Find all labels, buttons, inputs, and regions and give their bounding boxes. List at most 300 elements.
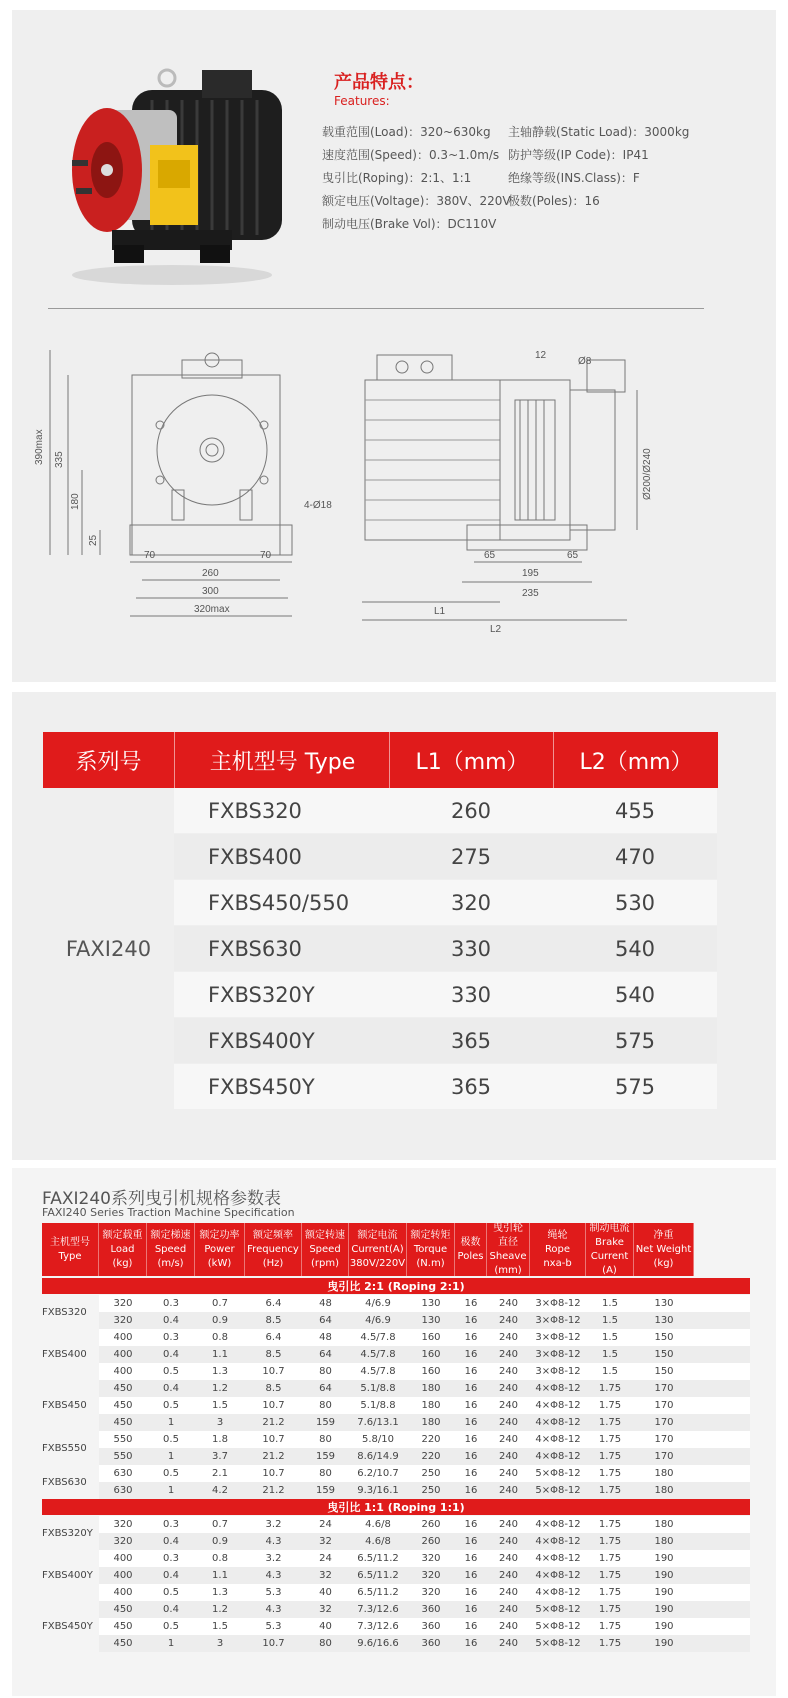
spec-cell: 6.5/11.2 (357, 1587, 399, 1598)
dimension-table-panel (12, 692, 776, 1160)
spec-title: FAXI240系列曳引机规格参数表 (42, 1189, 281, 1209)
l2-cell: 470 (614, 844, 656, 869)
spec-cell: 160 (421, 1366, 441, 1377)
spec-cell: 550 (113, 1434, 133, 1445)
dim-d200-d240: Ø200/Ø240 (642, 448, 653, 500)
model-cell: FXBS320Y (42, 1516, 99, 1550)
spec-cell: 190 (654, 1604, 674, 1615)
spec-cell: 150 (654, 1332, 674, 1343)
feature-roping: 曳引比(Roping)：2:1、1:1 (322, 171, 472, 185)
spec-cell: 240 (498, 1451, 519, 1462)
spec-cell: 1.5 (602, 1332, 618, 1343)
spec-cell: 1.75 (598, 1587, 622, 1598)
spec-cell: 1.8 (212, 1434, 228, 1445)
l1-cell: 320 (450, 890, 492, 915)
spec-cell: 48 (319, 1298, 332, 1309)
type-cell: FXBS630 (208, 936, 302, 961)
spec-row (99, 1584, 750, 1601)
features-title: 产品特点： (334, 72, 424, 93)
spec-cell: 4×Φ8-12 (535, 1570, 581, 1581)
spec-row (99, 1363, 750, 1380)
l1-cell: 260 (450, 798, 492, 823)
header-l1: L1（mm） (389, 732, 554, 788)
spec-cell: 16 (464, 1468, 478, 1479)
spec-cell: 320 (113, 1536, 133, 1547)
dim-l1: L1 (434, 606, 446, 617)
dim-70-left: 70 (144, 550, 156, 561)
model-cell: FXBS400 (42, 1329, 99, 1380)
spec-cell: 21.2 (262, 1485, 285, 1496)
spec-cell: 3.2 (265, 1553, 282, 1564)
spec-cell: 0.9 (212, 1315, 228, 1326)
spec-cell: 0.9 (212, 1536, 228, 1547)
l1-cell: 275 (450, 844, 492, 869)
spec-cell: 1.75 (598, 1451, 622, 1462)
spec-cell: 240 (498, 1332, 519, 1343)
spec-cell: 16 (464, 1400, 478, 1411)
spec-cell: 4×Φ8-12 (535, 1383, 581, 1394)
feature-voltage: 额定电压(Voltage)：380V、220V (322, 194, 511, 208)
spec-cell: 4.3 (265, 1604, 282, 1615)
spec-cell: 16 (464, 1383, 478, 1394)
divider (48, 308, 704, 309)
spec-cell: 0.5 (163, 1434, 179, 1445)
spec-cell: 5×Φ8-12 (535, 1621, 581, 1632)
feature-ip-code: 防护等级(IP Code)：IP41 (508, 148, 649, 162)
spec-cell: 16 (464, 1553, 478, 1564)
spec-cell: 8.5 (265, 1349, 282, 1360)
type-cell: FXBS400Y (208, 1028, 315, 1053)
spec-cell: 220 (421, 1434, 441, 1445)
spec-cell: 2.1 (212, 1468, 228, 1479)
spec-cell: 16 (464, 1536, 478, 1547)
l1-cell: 365 (450, 1028, 492, 1053)
spec-cell: 1 (167, 1485, 175, 1496)
spec-cell: 16 (464, 1315, 478, 1326)
table-row (174, 1064, 717, 1109)
series-cell: FAXI240 (43, 788, 174, 1110)
spec-header: 额定频率 Frequency (Hz) (245, 1223, 302, 1276)
spec-cell: 130 (421, 1298, 441, 1309)
spec-row (99, 1431, 750, 1448)
spec-cell: 0.4 (163, 1349, 179, 1360)
spec-cell: 1.75 (598, 1638, 622, 1649)
spec-cell: 1.2 (212, 1383, 228, 1394)
spec-cell: 80 (319, 1468, 332, 1479)
spec-cell: 16 (464, 1604, 478, 1615)
spec-cell: 170 (654, 1383, 674, 1394)
spec-cell: 450 (113, 1604, 133, 1615)
spec-cell: 0.4 (163, 1383, 179, 1394)
spec-cell: 48 (319, 1332, 332, 1343)
spec-cell: 4×Φ8-12 (535, 1587, 581, 1598)
spec-row (99, 1295, 750, 1312)
spec-cell: 170 (654, 1400, 674, 1411)
spec-cell: 4×Φ8-12 (535, 1417, 581, 1428)
spec-cell: 130 (421, 1315, 441, 1326)
spec-header: 制动电流 Brake Current (A) (586, 1223, 634, 1276)
spec-cell: 1.75 (598, 1417, 622, 1428)
model-cell: FXBS630 (42, 1465, 99, 1499)
features-subtitle: Features: (334, 94, 390, 108)
spec-cell: 180 (654, 1468, 674, 1479)
spec-cell: 1 (167, 1451, 175, 1462)
spec-cell: 8.6/14.9 (357, 1451, 399, 1462)
table-row (174, 788, 717, 833)
spec-cell: 5×Φ8-12 (535, 1604, 581, 1615)
dim-d8: Ø8 (578, 356, 592, 367)
dim-70-right: 70 (260, 550, 272, 561)
spec-cell: 1.75 (598, 1434, 622, 1445)
spec-row (99, 1618, 750, 1635)
spec-cell: 16 (464, 1451, 478, 1462)
spec-cell: 6.5/11.2 (357, 1553, 399, 1564)
spec-cell: 16 (464, 1638, 478, 1649)
model-cell: FXBS450Y (42, 1601, 99, 1652)
spec-cell: 130 (654, 1315, 674, 1326)
spec-cell: 1.75 (598, 1553, 622, 1564)
spec-cell: 7.3/12.6 (357, 1621, 399, 1632)
spec-cell: 6.5/11.2 (357, 1570, 399, 1581)
spec-cell: 4.2 (212, 1485, 228, 1496)
l1-cell: 365 (450, 1074, 492, 1099)
spec-cell: 24 (319, 1553, 332, 1564)
spec-cell: 16 (464, 1519, 478, 1530)
spec-header: 极数 Poles (455, 1223, 487, 1276)
spec-cell: 3×Φ8-12 (535, 1298, 581, 1309)
spec-cell: 4×Φ8-12 (535, 1536, 581, 1547)
spec-header: 曳引轮 直径 Sheave (mm) (487, 1223, 530, 1276)
spec-cell: 400 (113, 1553, 133, 1564)
spec-cell: 3.2 (265, 1519, 282, 1530)
spec-cell: 21.2 (262, 1451, 285, 1462)
l2-cell: 455 (614, 798, 656, 823)
spec-cell: 7.6/13.1 (357, 1417, 399, 1428)
spec-cell: 5.3 (265, 1621, 282, 1632)
spec-cell: 130 (654, 1298, 674, 1309)
spec-cell: 9.6/16.6 (357, 1638, 399, 1649)
spec-cell: 0.3 (163, 1553, 179, 1564)
spec-row (99, 1635, 750, 1652)
spec-cell: 4.6/8 (365, 1519, 391, 1530)
spec-header: 绳轮 Rope nxa-b (530, 1223, 586, 1276)
spec-cell: 4.6/8 (365, 1536, 391, 1547)
spec-cell: 16 (464, 1298, 478, 1309)
spec-cell: 240 (498, 1383, 519, 1394)
spec-cell: 190 (654, 1638, 674, 1649)
spec-cell: 64 (319, 1383, 332, 1394)
spec-cell: 0.8 (212, 1332, 228, 1343)
dim-65-left: 65 (484, 550, 496, 561)
type-cell: FXBS320 (208, 798, 302, 823)
spec-cell: 40 (319, 1621, 332, 1632)
spec-cell: 80 (319, 1434, 332, 1445)
table-row (174, 1018, 717, 1063)
spec-cell: 159 (315, 1485, 336, 1496)
spec-cell: 260 (421, 1536, 441, 1547)
spec-cell: 40 (319, 1587, 332, 1598)
spec-cell: 1.75 (598, 1536, 622, 1547)
spec-cell: 240 (498, 1468, 519, 1479)
spec-cell: 180 (654, 1536, 674, 1547)
spec-cell: 170 (654, 1417, 674, 1428)
model-cell: FXBS450 (42, 1380, 99, 1431)
spec-cell: 240 (498, 1417, 519, 1428)
spec-cell: 550 (113, 1451, 133, 1462)
spec-cell: 3×Φ8-12 (535, 1366, 581, 1377)
spec-cell: 240 (498, 1519, 519, 1530)
spec-cell: 1.75 (598, 1485, 622, 1496)
spec-cell: 10.7 (262, 1468, 285, 1479)
spec-cell: 0.8 (212, 1553, 228, 1564)
spec-cell: 24 (319, 1519, 332, 1530)
spec-cell: 450 (113, 1400, 133, 1411)
spec-cell: 450 (113, 1621, 133, 1632)
feature-load: 载重范围(Load)：320~630kg (322, 125, 491, 139)
spec-cell: 240 (498, 1400, 519, 1411)
spec-row (99, 1380, 750, 1397)
spec-cell: 80 (319, 1638, 332, 1649)
spec-cell: 360 (421, 1604, 441, 1615)
spec-cell: 3 (216, 1638, 224, 1649)
spec-cell: 240 (498, 1434, 519, 1445)
spec-cell: 0.4 (163, 1536, 179, 1547)
spec-cell: 80 (319, 1366, 332, 1377)
dim-12: 12 (535, 350, 547, 361)
spec-cell: 0.5 (163, 1468, 179, 1479)
spec-row (99, 1482, 750, 1499)
spec-cell: 80 (319, 1400, 332, 1411)
spec-subtitle: FAXI240 Series Traction Machine Specification (42, 1206, 295, 1219)
spec-header: 主机型号 Type (42, 1223, 99, 1276)
table-row (174, 926, 717, 971)
spec-cell: 320 (421, 1570, 441, 1581)
spec-cell: 190 (654, 1553, 674, 1564)
spec-cell: 190 (654, 1621, 674, 1632)
spec-cell: 1.75 (598, 1604, 622, 1615)
spec-cell: 5×Φ8-12 (535, 1485, 581, 1496)
spec-cell: 32 (319, 1570, 332, 1581)
spec-cell: 5×Φ8-12 (535, 1468, 581, 1479)
spec-cell: 159 (315, 1451, 336, 1462)
spec-cell: 5.1/8.8 (360, 1383, 396, 1394)
spec-row (99, 1397, 750, 1414)
dim-235: 235 (522, 588, 539, 599)
spec-cell: 4×Φ8-12 (535, 1434, 581, 1445)
spec-panel (12, 1168, 776, 1696)
spec-row (99, 1533, 750, 1550)
spec-cell: 250 (421, 1485, 441, 1496)
spec-cell: 1.5 (602, 1366, 618, 1377)
spec-cell: 16 (464, 1417, 478, 1428)
spec-cell: 3.7 (212, 1451, 228, 1462)
spec-cell: 0.5 (163, 1621, 179, 1632)
spec-header: 额定转速 Speed (rpm) (302, 1223, 349, 1276)
dim-320max: 320max (194, 604, 230, 615)
l2-cell: 540 (614, 982, 656, 1007)
spec-cell: 180 (421, 1400, 441, 1411)
spec-cell: 4×Φ8-12 (535, 1553, 581, 1564)
spec-cell: 0.4 (163, 1570, 179, 1581)
spec-cell: 190 (654, 1587, 674, 1598)
spec-cell: 240 (498, 1485, 519, 1496)
spec-cell: 32 (319, 1536, 332, 1547)
spec-cell: 10.7 (262, 1638, 285, 1649)
spec-cell: 32 (319, 1604, 332, 1615)
spec-header: 额定功率 Power (kW) (195, 1223, 245, 1276)
spec-cell: 1.3 (212, 1366, 228, 1377)
table-row (174, 834, 717, 879)
spec-cell: 21.2 (262, 1417, 285, 1428)
spec-cell: 450 (113, 1638, 133, 1649)
dim-180: 180 (70, 493, 81, 510)
spec-row (99, 1465, 750, 1482)
spec-cell: 1 (167, 1638, 175, 1649)
spec-cell: 6.4 (265, 1332, 282, 1343)
spec-cell: 16 (464, 1570, 478, 1581)
spec-cell: 180 (421, 1383, 441, 1394)
l2-cell: 575 (614, 1028, 656, 1053)
spec-cell: 6.2/10.7 (357, 1468, 399, 1479)
spec-cell: 1.75 (598, 1570, 622, 1581)
spec-cell: 400 (113, 1332, 133, 1343)
dim-25: 25 (88, 534, 99, 546)
spec-cell: 400 (113, 1570, 133, 1581)
spec-cell: 4.3 (265, 1536, 282, 1547)
spec-cell: 1.75 (598, 1519, 622, 1530)
spec-cell: 5.1/8.8 (360, 1400, 396, 1411)
spec-cell: 9.3/16.1 (357, 1485, 399, 1496)
spec-cell: 16 (464, 1621, 478, 1632)
spec-cell: 4×Φ8-12 (535, 1451, 581, 1462)
spec-cell: 16 (464, 1485, 478, 1496)
spec-cell: 1.5 (602, 1298, 618, 1309)
spec-cell: 240 (498, 1315, 519, 1326)
traction-machine-image (52, 50, 292, 290)
spec-cell: 1.5 (212, 1621, 228, 1632)
spec-row (99, 1329, 750, 1346)
spec-cell: 630 (113, 1485, 133, 1496)
spec-cell: 240 (498, 1553, 519, 1564)
model-cell: FXBS550 (42, 1431, 99, 1465)
l1-cell: 330 (450, 982, 492, 1007)
spec-cell: 320 (113, 1519, 133, 1530)
spec-cell: 240 (498, 1298, 519, 1309)
model-cell: FXBS400Y (42, 1550, 99, 1601)
spec-cell: 240 (498, 1366, 519, 1377)
spec-header: 额定电流 Current(A) 380V/220V (349, 1223, 407, 1276)
spec-cell: 320 (113, 1298, 133, 1309)
type-cell: FXBS320Y (208, 982, 315, 1007)
spec-cell: 1.1 (212, 1570, 228, 1581)
spec-cell: 1.2 (212, 1604, 228, 1615)
spec-cell: 64 (319, 1349, 332, 1360)
table-row (174, 972, 717, 1017)
spec-cell: 0.5 (163, 1587, 179, 1598)
feature-ins-class: 绝缘等级(INS.Class)：F (508, 171, 640, 185)
dim-390max: 390max (34, 429, 45, 465)
spec-cell: 3×Φ8-12 (535, 1332, 581, 1343)
dim-300: 300 (202, 586, 219, 597)
spec-cell: 400 (113, 1366, 133, 1377)
l2-cell: 530 (614, 890, 656, 915)
roping-2-1-band: 曳引比 2:1 (Roping 2:1) (42, 1278, 750, 1294)
spec-cell: 3×Φ8-12 (535, 1349, 581, 1360)
dim-l2: L2 (490, 624, 502, 635)
spec-cell: 1.75 (598, 1383, 622, 1394)
spec-cell: 250 (421, 1468, 441, 1479)
spec-cell: 170 (654, 1451, 674, 1462)
spec-cell: 3 (216, 1417, 224, 1428)
dim-260: 260 (202, 568, 219, 579)
spec-cell: 4×Φ8-12 (535, 1519, 581, 1530)
spec-cell: 240 (498, 1587, 519, 1598)
spec-cell: 260 (421, 1519, 441, 1530)
spec-cell: 4.5/7.8 (360, 1332, 396, 1343)
type-cell: FXBS450/550 (208, 890, 350, 915)
spec-cell: 400 (113, 1349, 133, 1360)
spec-cell: 400 (113, 1587, 133, 1598)
dim-4-holes: 4-Ø18 (304, 500, 332, 511)
spec-header: 额定转矩 Torque (N.m) (407, 1223, 455, 1276)
spec-cell: 320 (113, 1315, 133, 1326)
spec-cell: 10.7 (262, 1434, 285, 1445)
spec-cell: 16 (464, 1587, 478, 1598)
spec-cell: 0.3 (163, 1332, 179, 1343)
spec-cell: 1.75 (598, 1621, 622, 1632)
feature-poles: 极数(Poles)：16 (508, 194, 600, 208)
spec-header: 额定梯速 Speed (m/s) (147, 1223, 195, 1276)
spec-cell: 16 (464, 1332, 478, 1343)
spec-cell: 360 (421, 1621, 441, 1632)
feature-brake-voltage: 制动电压(Brake Vol)：DC110V (322, 217, 497, 231)
table-row (174, 880, 717, 925)
spec-cell: 8.5 (265, 1383, 282, 1394)
l1-cell: 330 (450, 936, 492, 961)
spec-cell: 1.5 (602, 1315, 618, 1326)
spec-cell: 5×Φ8-12 (535, 1638, 581, 1649)
spec-cell: 320 (421, 1553, 441, 1564)
spec-cell: 180 (654, 1485, 674, 1496)
spec-cell: 1.5 (212, 1400, 228, 1411)
spec-cell: 180 (654, 1519, 674, 1530)
spec-cell: 240 (498, 1638, 519, 1649)
dimension-drawing (12, 350, 776, 680)
spec-cell: 16 (464, 1349, 478, 1360)
spec-row (99, 1567, 750, 1584)
features-panel (12, 10, 776, 682)
spec-cell: 159 (315, 1417, 336, 1428)
type-cell: FXBS400 (208, 844, 302, 869)
spec-row (99, 1550, 750, 1567)
roping-1-1-band: 曳引比 1:1 (Roping 1:1) (42, 1499, 750, 1515)
spec-cell: 160 (421, 1332, 441, 1343)
spec-cell: 180 (421, 1417, 441, 1428)
spec-cell: 4/6.9 (365, 1298, 391, 1309)
spec-cell: 0.5 (163, 1400, 179, 1411)
spec-header: 净重 Net Weight (kg) (634, 1223, 694, 1276)
spec-cell: 0.7 (212, 1298, 228, 1309)
spec-cell: 1.3 (212, 1587, 228, 1598)
spec-cell: 240 (498, 1536, 519, 1547)
spec-cell: 7.3/12.6 (357, 1604, 399, 1615)
spec-cell: 1.75 (598, 1400, 622, 1411)
spec-cell: 10.7 (262, 1400, 285, 1411)
spec-cell: 16 (464, 1434, 478, 1445)
spec-cell: 630 (113, 1468, 133, 1479)
spec-cell: 240 (498, 1349, 519, 1360)
spec-cell: 1.5 (602, 1349, 618, 1360)
